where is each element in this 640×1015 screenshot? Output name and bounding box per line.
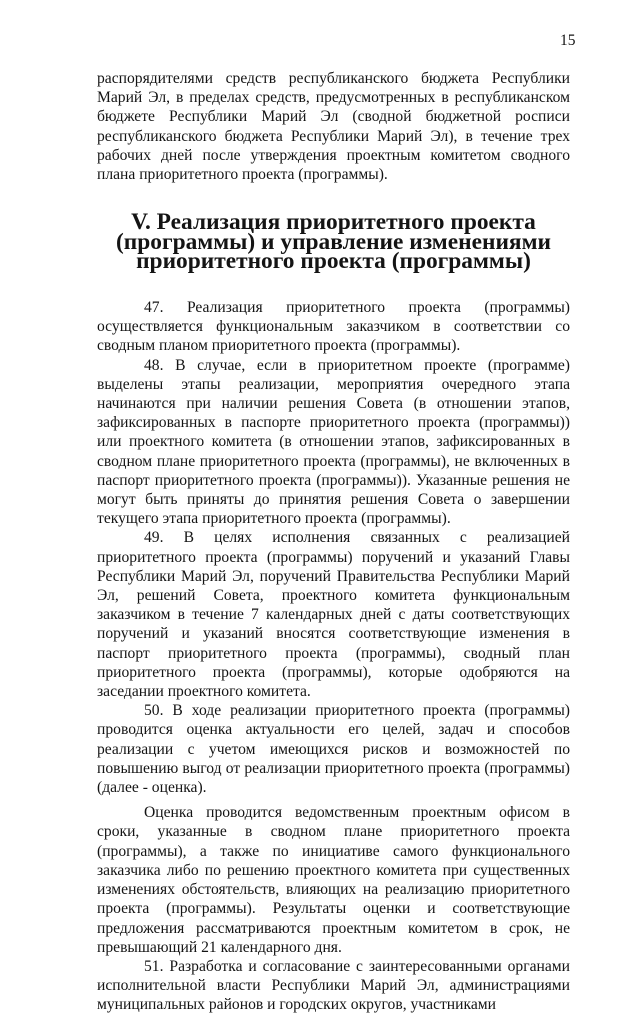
paragraph-48: 48. В случае, если в приоритетном проекте (программе) выделены этапы реализации, мероприятия очередного этапа начинаются при наличии решения Совета (в отношении этапов, зафиксированных в паспорте приоритетного проекта (программы)) или проектного комитета (в отношении этапов, зафиксированных в сводном плане приоритетного проекта (программы), не включенных в паспорт приоритетного проекта (программы)). Указанные решения не могут быть приняты до принятия решения Совета о завершении текущего этапа приоритетного проекта (программы). <box>97 356 570 528</box>
paragraph-49: 49. В целях исполнения связанных с реализацией приоритетного проекта (программы) поручений и указаний Главы Республики Марий Эл, поручений Правительства Республики Марий Эл, решений Совета, проектного комитета функциональным заказчиком в течение 7 календарных дней с даты соответствующих поручений и указаний вносятся соответствующие изменения в паспорт приоритетного проекта (программы), сводный план приоритетного проекта (программы), которые одобряются на заседании проектного комитета. <box>97 529 570 701</box>
paragraph-50-assessment: Оценка проводится ведомственным проектным офисом в сроки, указанные в сводном плане приоритетного проекта (программы), а также по инициативе самого функционального заказчика либо по решению проектного комитета при существенных изменениях обстоятельств, влияющих на реализацию приоритетного проекта (программы). Результаты оценки и соответствующие предложения рассматриваются проектным комитетом в срок, не превышающий 21 календарного дня. <box>97 804 570 956</box>
paragraph-47: 47. Реализация приоритетного проекта (программы) осуществляется функциональным заказчиком в соответствии со сводным планом приоритетного проекта (программы). <box>97 299 570 355</box>
document-body <box>97 69 570 1015</box>
paragraph-51: 51. Разработка и согласование с заинтересованными органами исполнительной власти Республики Марий Эл, администрациями муниципальных районов и городских округов, участниками <box>97 957 570 1014</box>
section-heading: V. Реализация приоритетного проекта (программы) и управление изменениями приоритетного проекта (программы) <box>115 209 551 275</box>
page-number: 15 <box>560 32 576 49</box>
intro-paragraph: распорядителями средств республиканского бюджета Республики Марий Эл, в пределах средств, предусмотренных в республиканском бюджете Республики Марий Эл (сводной бюджетной росписи республиканского бюджета Республики Марий Эл), в течение трех рабочих дней после утверждения проектным комитетом сводного плана приоритетного проекта (программы). <box>97 70 570 184</box>
paragraph-50: 50. В ходе реализации приоритетного проекта (программы) проводится оценка актуальности его целей, задач и способов реализации с учетом имеющихся рисков и возможностей по повышению выгод от реализации приоритетного проекта (программы) (далее - оценка). <box>97 702 570 797</box>
